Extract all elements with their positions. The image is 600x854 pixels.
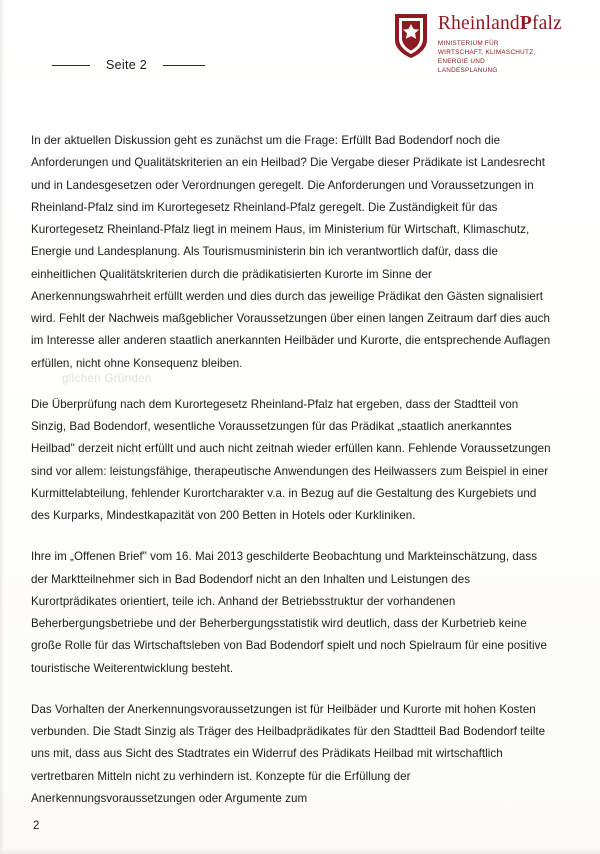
logo-title: RheinlandPfalz — [437, 13, 562, 34]
scan-edge-bottom — [0, 848, 600, 854]
ministry-logo — [392, 12, 562, 75]
ministry-line-2: WIRTSCHAFT, KLIMASCHUTZ, — [437, 48, 536, 56]
ministry-name — [438, 39, 562, 75]
ministry-line-4: LANDESPLANUNG — [437, 66, 498, 74]
paragraph-3: Ihre im „Offenen Brief" vom 16. Mai 2013 geschilderte Beobachtung und Markteinschätzung, dass der Marktteilnehmer sich in Bad Bodendorf nicht an den Inhalten und Leistungen des Kurortprädikates orientiert, teile ich. Anhand der Betriebsstruktur der vorhandenen Beherbergungsbetriebe und der Beherbergungsstatistik wird deutlich, dass der Kurbetrieb keine große Rolle für das Wirtschaftsleben von Bad Bodendorf spielt und noch Spielraum für eine positive touristische Weiterentwicklung besteht. — [31, 550, 547, 675]
rule-right — [163, 65, 205, 66]
ministry-line-3: ENERGIE UND — [437, 57, 486, 65]
rhineland-palatinate-coat-of-arms-icon — [392, 12, 430, 60]
paragraph-2: Die Überprüfung nach dem Kurortegesetz Rheinland-Pfalz hat ergeben, dass der Stadtteil von Sinzig, Bad Bodendorf, wesentliche Voraussetzungen für das Prädikat „staatlich anerkanntes Heilbad" derzeit nicht erfüllt und auch nicht zeitnah wieder erfüllen kann. Fehlende Voraussetzungen sind vor allem: leistungsfähige, therapeutische Anwendungen des Heilwassers zum Beispiel in einer Kurmittelabteilung, fehlender Kurortcharakter v.a. in Bezug auf die Gestaltung des Kurgebiets und des Kurparks, Mindestkapazität von 200 Betten in Hotels oder Kurkliniken. — [31, 397, 551, 522]
ministry-line-1: MINISTERIUM FÜR — [437, 39, 499, 47]
page-label: Seite 2 — [106, 58, 148, 72]
rule-left — [52, 65, 90, 66]
scan-edge-left — [0, 0, 4, 854]
page-number: 2 — [33, 820, 40, 832]
ministry-logo-text — [438, 12, 562, 75]
paragraph-1: In der aktuellen Diskussion geht es zunächst um die Frage: Erfüllt Bad Bodendorf noch die Anforderungen und Qualitätskriterien an ein Heilbad? Die Vergabe dieser Prädikate ist Landesrecht und in Landesgesetzen oder Verordnungen geregelt. Die Anforderungen und Voraussetzungen in Rheinland-Pfalz sind im Kurortegesetz Rheinland-Pfalz geregelt. Die Zuständigkeit für das Kurortegesetz Rheinland-Pfalz liegt in meinem Haus, im Ministerium für Wirtschaft, Klimaschutz, Energie und Landesplanung. Als Tourismusministerin bin ich verantwortlich dafür, dass die einheitlichen Qualitätskriterien durch die prädikatisierten Kurorte im Sinne der Anerkennungswahrheit erfüllt werden und dies durch das jeweilige Prädikat den Gästen signalisiert wird. Fehlt der Nachweis maßgeblicher Voraussetzungen über einen langen Zeitraum darf dies auch im Interesse aller anderen staatlich anerkannten Heilbäder und Kurorte, die entsprechende Auflagen erfüllen, nicht ohne Konsequenz bleiben. — [31, 134, 551, 370]
bleed-through-text: glichen Gründen — [62, 372, 152, 385]
document-body — [31, 130, 552, 810]
document-header — [0, 0, 600, 120]
paragraph-4: Das Vorhalten der Anerkennungsvoraussetzungen ist für Heilbäder und Kurorte mit hohen Kosten verbunden. Die Stadt Sinzig als Träger des Heilbadprädikates für den Stadtteil Bad Bodendorf teilte uns mit, dass aus Sicht des Stadtrates ein Widerruf des Prädikats Heilbad mit wirtschaftlich vertretbaren Mitteln nicht zu verhindern ist. Konzepte für die Erfüllung der Anerkennungsvoraussetzungen oder Argumente zum — [31, 702, 546, 805]
page-marker — [52, 58, 312, 72]
